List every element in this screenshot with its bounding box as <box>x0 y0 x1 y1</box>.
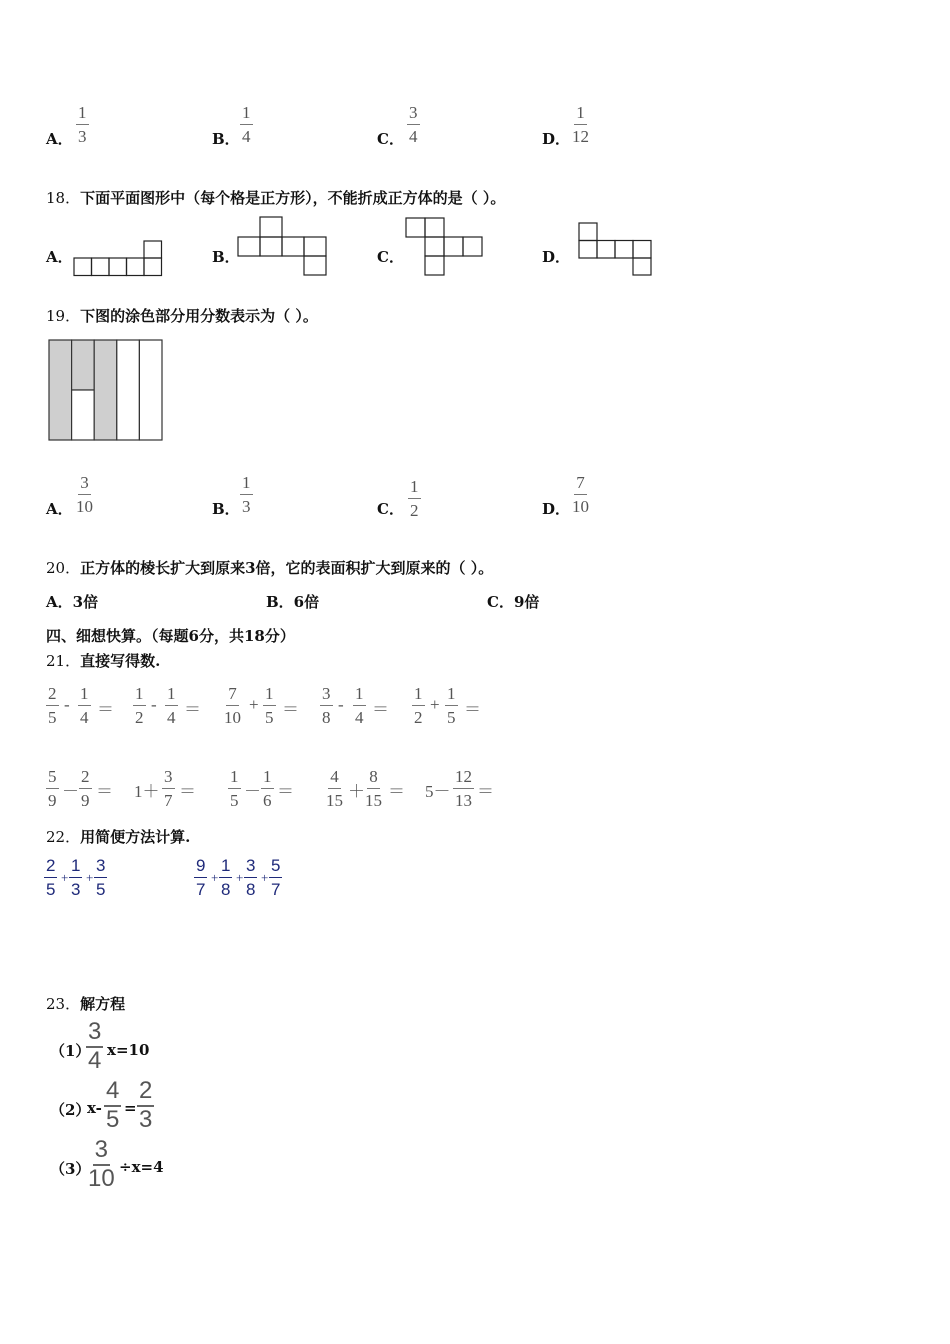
numerator: 1 <box>165 685 178 706</box>
denominator: 2 <box>410 501 419 520</box>
q19-option-b-fraction <box>240 474 253 515</box>
fraction <box>79 768 92 809</box>
fraction <box>133 685 146 726</box>
denominator: 9 <box>81 791 90 810</box>
q19-option-a-label: A． <box>46 500 73 518</box>
numerator: 2 <box>79 768 92 789</box>
numerator: 1 <box>219 857 232 878</box>
numerator: 1 <box>69 857 82 878</box>
operator: － <box>244 782 261 801</box>
operator: - <box>338 695 344 714</box>
q18-net-d-diagram <box>577 221 653 277</box>
denominator: 4 <box>80 708 89 727</box>
fraction <box>165 685 178 726</box>
denominator: 5 <box>46 880 56 899</box>
fraction <box>320 685 333 726</box>
numerator: 9 <box>194 857 207 878</box>
numerator: 3 <box>86 1020 103 1048</box>
q18-stem <box>46 187 505 208</box>
numerator: 1 <box>78 685 91 706</box>
denominator: 4 <box>242 127 251 146</box>
numerator: 3 <box>94 857 107 878</box>
q20-option-b: B．6倍 <box>266 593 320 611</box>
section-four-heading: 四、细想快算。（每题6分，共18分） <box>46 627 295 645</box>
equals-sign: ＝ <box>477 782 494 801</box>
equals-sign: ＝ <box>282 700 299 719</box>
denominator: 10 <box>88 1165 115 1192</box>
question-number: 21． <box>46 652 81 670</box>
denominator: 2 <box>414 708 423 727</box>
numerator: 1 <box>263 685 276 706</box>
numerator: 1 <box>445 685 458 706</box>
q19-option-b-label: B． <box>212 500 240 518</box>
question-text: 正方体的棱长扩大到原来3倍，它的表面积扩大到原来的（ ）。 <box>80 559 494 577</box>
q19-option-c-fraction <box>408 478 421 519</box>
numerator: 3 <box>244 857 257 878</box>
fraction <box>445 685 458 726</box>
fraction <box>162 768 175 809</box>
denominator: 15 <box>365 791 382 810</box>
denominator: 9 <box>48 791 57 810</box>
q17-option-a-label: A． <box>46 130 73 148</box>
denominator: 5 <box>447 708 456 727</box>
denominator: 3 <box>139 1106 153 1133</box>
fraction <box>412 685 425 726</box>
denominator: 10 <box>572 497 589 516</box>
q17-option-d-fraction <box>572 104 589 145</box>
q17-option-b-fraction <box>240 104 253 145</box>
numerator: 8 <box>367 768 380 789</box>
equals-sign: ＝ <box>96 782 113 801</box>
q18-net-a-diagram <box>72 240 164 278</box>
denominator: 8 <box>246 880 256 899</box>
q18-option-a-label: A． <box>46 248 73 266</box>
operator: + <box>430 695 440 714</box>
numerator: 5 <box>46 768 59 789</box>
numerator: 3 <box>93 1138 110 1166</box>
q21-stem <box>46 650 160 671</box>
fraction <box>69 857 82 898</box>
denominator: 4 <box>167 708 176 727</box>
numerator: 3 <box>407 104 420 125</box>
equation-tail: ÷x=4 <box>119 1158 164 1176</box>
numerator: 1 <box>412 685 425 706</box>
q19-option-d-fraction <box>572 474 589 515</box>
denominator: 3 <box>242 497 251 516</box>
fraction <box>365 768 382 809</box>
q17-option-b-label: B． <box>212 130 240 148</box>
denominator: 4 <box>409 127 418 146</box>
q20-option-c: C．9倍 <box>487 593 540 611</box>
numerator: 1 <box>574 104 587 125</box>
plus-sign: + <box>61 870 69 885</box>
denominator: 7 <box>196 880 206 899</box>
q18-net-b-diagram <box>236 215 330 277</box>
numerator: 1 <box>240 104 253 125</box>
fraction <box>244 857 257 898</box>
denominator: 3 <box>78 127 87 146</box>
fraction <box>78 685 91 726</box>
numerator: 1 <box>133 685 146 706</box>
plus-sign: + <box>236 870 244 885</box>
numerator: 12 <box>453 768 474 789</box>
denominator: 8 <box>322 708 331 727</box>
equation-prefix: x- <box>87 1099 102 1117</box>
equals-sign: ＝ <box>277 782 294 801</box>
fraction <box>46 768 59 809</box>
equals-sign: ＝ <box>464 700 481 719</box>
q18-option-d-label: D． <box>542 248 571 266</box>
equation-label: （3） <box>50 1160 91 1178</box>
denominator: 13 <box>455 791 472 810</box>
numerator: 1 <box>353 685 366 706</box>
fraction <box>86 1020 103 1073</box>
q19-option-d-label: D． <box>542 500 571 518</box>
question-number: 18． <box>46 189 81 207</box>
fraction <box>353 685 366 726</box>
operator: － <box>62 782 79 801</box>
q19-shaded-rectangle-diagram <box>47 338 165 444</box>
q17-option-c-fraction <box>407 104 420 145</box>
denominator: 5 <box>96 880 106 899</box>
fraction <box>269 857 282 898</box>
operator: - <box>151 695 157 714</box>
equals-sign: ＝ <box>184 700 201 719</box>
question-number: 22． <box>46 828 81 846</box>
fraction <box>224 685 241 726</box>
denominator: 5 <box>265 708 274 727</box>
denominator: 5 <box>106 1106 120 1133</box>
question-number: 23． <box>46 995 81 1013</box>
numerator: 4 <box>328 768 341 789</box>
question-number: 20． <box>46 559 81 577</box>
question-number: 19． <box>46 307 81 325</box>
denominator: 3 <box>71 880 81 899</box>
numerator: 2 <box>44 857 57 878</box>
q17-option-a-fraction <box>76 104 89 145</box>
question-text: 下面平面图形中（每个格是正方形），不能折成正方体的是（ ）。 <box>80 189 506 207</box>
equals-sign: ＝ <box>97 700 114 719</box>
numerator: 1 <box>261 768 274 789</box>
denominator: 10 <box>224 708 241 727</box>
numerator: 3 <box>162 768 175 789</box>
fraction <box>263 685 276 726</box>
question-text: 直接写得数. <box>80 652 161 670</box>
numerator: 4 <box>104 1079 121 1107</box>
numerator: 7 <box>574 474 587 495</box>
denominator: 7 <box>271 880 281 899</box>
fraction <box>261 768 274 809</box>
q22-stem <box>46 826 190 847</box>
equals-sign: = <box>124 1099 137 1117</box>
numerator: 1 <box>240 474 253 495</box>
numerator: 1 <box>228 768 241 789</box>
numerator: 7 <box>226 685 239 706</box>
denominator: 5 <box>48 708 57 727</box>
denominator: 4 <box>88 1047 102 1074</box>
equals-sign: ＝ <box>388 782 405 801</box>
fraction <box>46 685 59 726</box>
numerator: 3 <box>320 685 333 706</box>
denominator: 4 <box>355 708 364 727</box>
numerator: 1 <box>76 104 89 125</box>
operator: ＋ <box>348 782 365 801</box>
q17-option-d-label: D． <box>542 130 571 148</box>
fraction <box>228 768 241 809</box>
denominator: 5 <box>230 791 239 810</box>
fraction <box>326 768 343 809</box>
numerator: 1 <box>408 478 421 499</box>
question-text: 下图的涂色部分用分数表示为（ ）。 <box>80 307 318 325</box>
operator: - <box>64 695 70 714</box>
numerator: 5 <box>269 857 282 878</box>
integer-and-operator: 1＋ <box>134 782 160 801</box>
integer-and-operator: 5－ <box>425 782 451 801</box>
plus-sign: + <box>261 870 269 885</box>
denominator: 2 <box>135 708 144 727</box>
equals-sign: ＝ <box>372 700 389 719</box>
question-text: 用简便方法计算. <box>80 828 191 846</box>
operator: + <box>249 695 259 714</box>
q18-option-c-label: C． <box>377 248 404 266</box>
q18-option-b-label: B． <box>212 248 240 266</box>
fraction <box>88 1138 115 1191</box>
question-text: 解方程 <box>80 995 126 1013</box>
fraction <box>44 857 57 898</box>
denominator: 8 <box>221 880 231 899</box>
q19-stem <box>46 305 318 326</box>
equation-label: （1） <box>50 1042 91 1060</box>
denominator: 6 <box>263 791 272 810</box>
fraction <box>194 857 207 898</box>
q19-option-c-label: C． <box>377 500 404 518</box>
fraction <box>104 1079 121 1132</box>
numerator: 2 <box>46 685 59 706</box>
plus-sign: + <box>211 870 219 885</box>
numerator: 3 <box>78 474 91 495</box>
equation-label: （2） <box>50 1101 91 1119</box>
numerator: 2 <box>137 1079 154 1107</box>
q17-option-c-label: C． <box>377 130 404 148</box>
q18-net-c-diagram <box>404 216 484 277</box>
q20-stem <box>46 557 493 578</box>
fraction <box>453 768 474 809</box>
equation-tail: x=10 <box>107 1041 150 1059</box>
equals-sign: ＝ <box>179 782 196 801</box>
denominator: 7 <box>164 791 173 810</box>
denominator: 10 <box>76 497 93 516</box>
denominator: 12 <box>572 127 589 146</box>
q19-option-a-fraction <box>76 474 93 515</box>
q23-stem <box>46 993 125 1014</box>
fraction <box>94 857 107 898</box>
fraction <box>219 857 232 898</box>
denominator: 15 <box>326 791 343 810</box>
q20-option-a: A．3倍 <box>46 593 99 611</box>
fraction <box>137 1079 154 1132</box>
plus-sign: + <box>86 870 94 885</box>
